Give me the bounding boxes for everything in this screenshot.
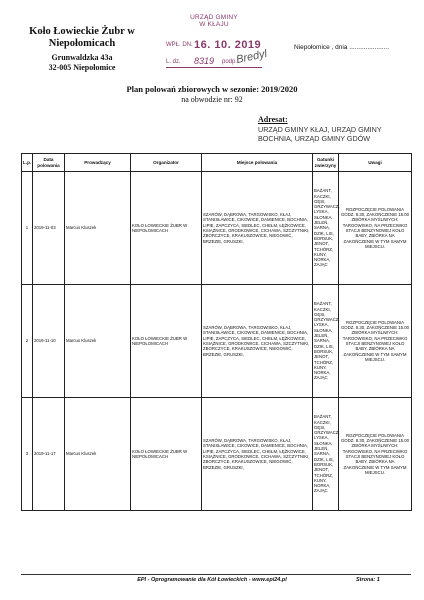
row-remarks: ROZPOCZĘCIE POLOWANIA GODZ. 8.30, ZAKOŃCZENIE 15.00 ZBIÓRKA MYŚLIWYCH: TARGOWISKO, NA PRZECIWKO STACJI BENZYNOWEJ KOŁO BABY, ZBIÓRKA NA ZAKOŃCZENIE W TYM SAMYM MIEJSCU. — [339, 172, 412, 285]
page-number: Strona: 1 — [356, 577, 380, 583]
place-date: Niepołomice , dnia ...................... — [294, 44, 390, 51]
row-place: SZARÓW, DĄBROWA, TARGOWISKO, KŁAJ, STANISŁAWICE, CIKOWICE, DAMIENICE, BOCHNIA, LIPIE, ZAPCZYCA, SIEDLEC, CHEŁM, ŁĘŻKOWICE, KSIĄŻNICE, GRODKOWICE, CICHAWA, SZCZYTNIKI, ZBORCZYCE, KRAKUSZOWICE, NIEGOWIĆ, BRZEZIE, GRUSZKI, — [202, 285, 313, 398]
row-leader: Marcus Kluszek — [65, 398, 131, 511]
stamp-date: 16. 10. 2019 — [194, 39, 262, 51]
footer-divider — [21, 574, 411, 575]
table-header-row — [22, 154, 412, 172]
district-number: na obwodzie nr: 92 — [181, 95, 243, 104]
row-place: SZARÓW, DĄBROWA, TARGOWISKO, KŁAJ, STANISŁAWICE, CIKOWICE, DAMIENICE, BOCHNIA, LIPIE, ZAPCZYCA, SIEDLEC, CHEŁM, ŁĘŻKOWICE, KSIĄŻNICE, GRODKOWICE, CICHAWA, SZCZYTNIKI, ZBORCZYCE, KRAKUSZOWICE, NIEGOWIĆ, BRZEZIE, GRUSZKI, — [202, 172, 313, 285]
footer-text: EPI - Oprogramowanie dla Kół Łowieckich - www.epi24.pl — [137, 577, 287, 583]
row-place: SZARÓW, DĄBROWA, TARGOWISKO, KŁAJ, STANISŁAWICE, CIKOWICE, DAMIENICE, BOCHNIA, LIPIE, ZAPCZYCA, SIEDLEC, CHEŁM, ŁĘŻKOWICE, KSIĄŻNICE, GRODKOWICE, CICHAWA, SZCZYTNIKI, ZBORCZYCE, KRAKUSZOWICE, NIEGOWIĆ, BRZEZIE, GRUSZKI, — [202, 398, 313, 511]
address-label: Adresat: — [258, 115, 288, 124]
header-date: Data polowania — [33, 154, 65, 172]
stamp-underline — [166, 67, 262, 68]
table-row — [22, 285, 412, 398]
recipient: URZĄD GMINY KŁAJ, URZĄD GMINY BOCHNIA, URZĄD GMINY GDÓW — [258, 125, 382, 143]
row-date: 2019-11-03 — [33, 172, 65, 285]
hunt-plan-table — [21, 153, 412, 511]
stamp-sign-label: podp. — [222, 59, 238, 65]
club-header — [22, 26, 142, 73]
stamp-number-label: L. dz. — [166, 59, 181, 65]
row-organizer: KOŁO ŁOWIECKIE ŻUBR W NIEPOŁOMICACH — [131, 285, 202, 398]
row-leader: Marcus Kluszek — [65, 172, 131, 285]
row-lp: 2 — [22, 285, 33, 398]
stamp-header-line1: URZĄD GMINY — [190, 14, 238, 21]
stamp-number: 8319 — [194, 56, 215, 66]
row-species: BAŻANT, KACZKI, GĘSI, GRZYWACZ, LYSKA, SŁONKA, JELEŃ, SARNA, DZIK, LIS, BORSUK, JENOT, TCHÓRZ, KUNY, NORKA, ZAJĄC — [313, 398, 339, 511]
header-organizer: Organizator — [131, 154, 202, 172]
row-species: BAŻANT, KACZKI, GĘSI, GRZYWACZ, LYSKA, SŁONKA, JELEŃ, SARNA, DZIK, LIS, BORSUK, JENOT, TCHÓRZ, KUNY, NORKA, ZAJĄC — [313, 285, 339, 398]
club-name-line1: Koło Łowieckie Żubr w — [29, 26, 135, 37]
club-street: Grunwaldzka 43a — [51, 53, 113, 62]
header-species: Gatunki zwierzyny — [313, 154, 339, 172]
stamp-received-label: WPŁ. DN. — [166, 42, 193, 48]
header-lp: L.p. — [22, 154, 33, 172]
page-title: Plan polowań zbiorowych w sezonie: 2019/2020 — [126, 84, 298, 94]
row-leader: Marcus Kluszek — [65, 285, 131, 398]
table-row — [22, 398, 412, 511]
table-row — [22, 172, 412, 285]
header-place: Miejsce polowania — [202, 154, 313, 172]
row-lp: 1 — [22, 172, 33, 285]
stamp-header-line2: W KŁAJU — [199, 21, 229, 28]
row-date: 2019-11-17 — [33, 398, 65, 511]
received-stamp — [166, 14, 269, 74]
header-remarks: Uwagi — [339, 154, 412, 172]
header-leader: Prowadzący — [65, 154, 131, 172]
row-organizer: KOŁO ŁOWIECKIE ŻUBR W NIEPOŁOMICACH — [131, 398, 202, 511]
stamp-signature: Bredyl — [235, 47, 269, 67]
row-organizer: KOŁO ŁOWIECKIE ŻUBR W NIEPOŁOMICACH — [131, 172, 202, 285]
row-species: BAŻANT, KACZKI, GĘSI, GRZYWACZ, LYSKA, SŁONKA, JELEŃ, SARNA, DZIK, LIS, BORSUK, JENOT, TCHÓRZ, KUNY, NORKA, ZAJĄC — [313, 172, 339, 285]
row-lp: 3 — [22, 398, 33, 511]
row-date: 2019-11-10 — [33, 285, 65, 398]
club-name-line2: Niepołomicach — [48, 38, 116, 49]
club-city: 32-005 Niepołomice — [48, 63, 116, 72]
row-remarks: ROZPOCZĘCIE POLOWANIA GODZ. 8.30, ZAKOŃCZENIE 15.00 ZBIÓRKA MYŚLIWYCH: TARGOWISKO, NA PRZECIWKO STACJI BENZYNOWEJ KOŁO BABY, ZBIÓRKA NA ZAKOŃCZENIE W TYM SAMYM MIEJSCU. — [339, 398, 412, 511]
row-remarks: ROZPOCZĘCIE POLOWANIA GODZ. 8.30, ZAKOŃCZENIE 15.00 ZBIÓRKA MYŚLIWYCH: TARGOWISKO, NA PRZECIWKO STACJI BENZYNOWEJ KOŁO BABY, ZBIÓRKA NA ZAKOŃCZENIE W TYM SAMYM MIEJSCU. — [339, 285, 412, 398]
